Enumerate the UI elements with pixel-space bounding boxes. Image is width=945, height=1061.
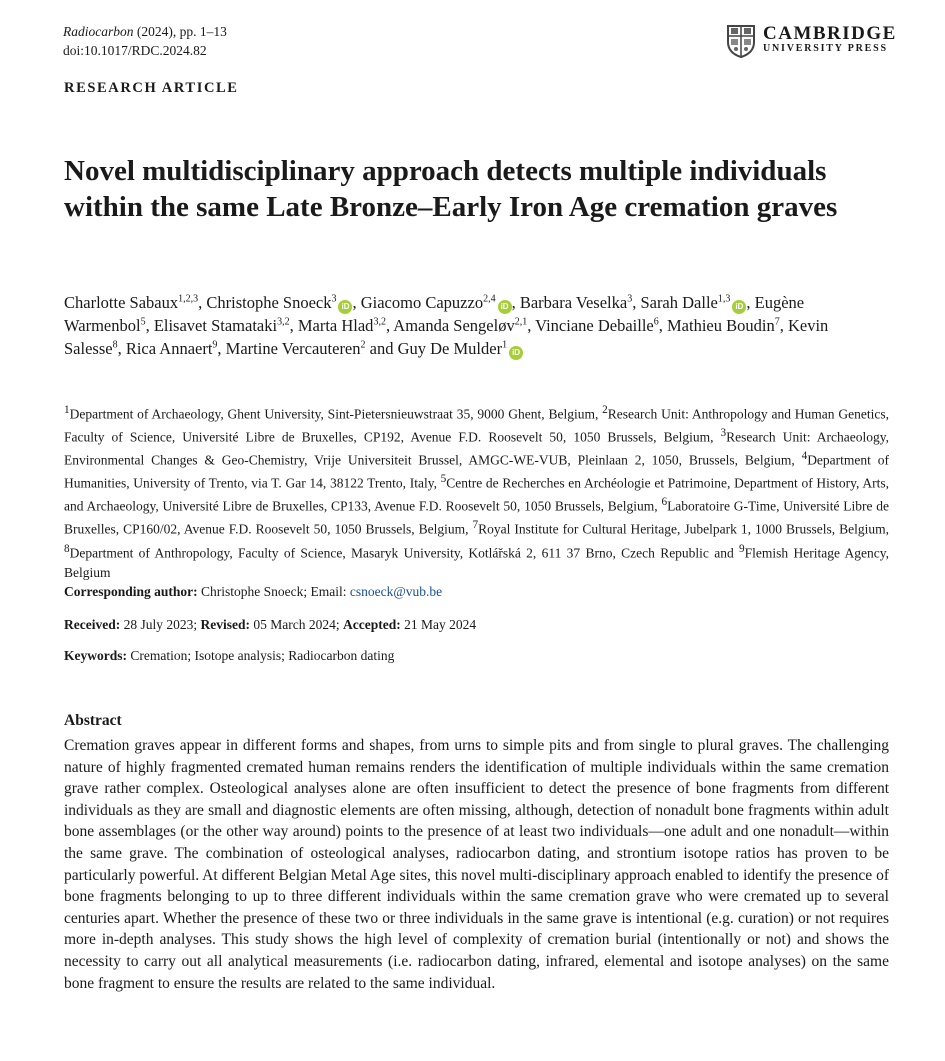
abstract-text: Cremation graves appear in different forms and shapes, from urns to simple pits and from single to plural graves. The challenging nature of highly fragmented cremated human remains renders the identification of multiple individuals within the same cremation grave rather complex. Osteological analyses alone are often insufficient to detect the presence of bone fragments from different individuals as they are small and diagnostic elements are often missing, although, detection of nonadult bone fragments within adult bone assemblages (or the other way around) points to the presence of at least two individuals—one adult and one nonadult—within the same grave. The combination of osteological analyses, radiocarbon dating, and strontium isotope ratios has proven to be particularly powerful. At different Belgian Metal Age sites, this novel multi-disciplinary approach enabled to identify the presence of bone fragments belonging to up to three different individuals within the same cremation grave who were cremated up to several centuries apart. Whether the presence of these two or three individuals in the same grave is intentional (e.g. curation) or not requires more in-depth analyses. This study shows the high level of complexity of cremation burial (intentionally or not) and shows the necessity to carry out all analytical measurements (i.e. radiocarbon dating, infrared, elemental and isotope analyses) on the same bone fragment to ensure the results are related to the same individual. [64, 737, 889, 992]
orcid-icon[interactable]: iD [509, 346, 523, 360]
author-separator: , [289, 316, 298, 335]
author-affiliation-marker: 2 [360, 339, 366, 351]
affiliation-number: 6 [661, 496, 668, 509]
affiliation-number: 8 [64, 542, 70, 555]
revised-date: 05 March 2024; [250, 617, 343, 632]
author [298, 316, 393, 335]
author-separator: , [217, 339, 226, 358]
affiliation-number: 3 [720, 427, 727, 440]
received-date: 28 July 2023; [120, 617, 201, 632]
article-type: RESEARCH ARTICLE [64, 80, 239, 96]
author-affiliation-marker: 1,3 [717, 293, 731, 305]
keywords-label: Keywords: [64, 648, 127, 663]
author-separator: , [117, 339, 126, 358]
author-affiliation-marker: 3,2 [373, 316, 386, 328]
journal-name: Radiocarbon [63, 24, 134, 39]
affiliation-text: Flemish Heritage Agency, Belgium [64, 545, 890, 580]
keywords-text: Cremation; Isotope analysis; Radiocarbon dating [127, 648, 395, 663]
author [154, 316, 298, 335]
author [206, 293, 360, 312]
author-name: Christophe Snoeck [206, 293, 332, 312]
author [361, 293, 520, 312]
doi-prefix: doi: [63, 43, 85, 58]
author-affiliation-marker: 6 [653, 316, 659, 328]
publication-dates [64, 617, 476, 633]
received-label: Received: [64, 617, 121, 632]
author-affiliation-marker: 2,1 [514, 316, 528, 328]
affiliation-text: Department of Archaeology, Ghent University, Sint-Pietersnieuwstraat 35, 9000 Ghent, Belgium, [69, 406, 603, 422]
author-affiliation-marker: 8 [112, 339, 118, 351]
author-name: Kevin Salesse [64, 316, 829, 358]
author [640, 293, 754, 312]
revised-label: Revised: [200, 617, 250, 632]
author-affiliation-marker: 9 [212, 339, 218, 351]
author-separator: , [779, 316, 788, 335]
affiliation-text: Department of Humanities, University of Trento, via T. Gar 14, 38122 Trento, Italy, [64, 452, 889, 491]
author-separator: , [658, 316, 667, 335]
corresponding-text: Christophe Snoeck; Email: [197, 584, 350, 599]
author [393, 316, 535, 335]
author-affiliation-marker: 7 [774, 316, 780, 328]
author [667, 316, 788, 335]
orcid-icon[interactable]: iD [338, 300, 352, 314]
author-affiliation-marker: 1 [502, 339, 508, 351]
accepted-label: Accepted: [342, 617, 401, 632]
author [226, 339, 398, 358]
affiliation-text: Laboratoire G-Time, Université Libre de Bruxelles, CP160/02, Avenue F.D. Roosevelt 50, 1050 Brussels, Belgium, [64, 498, 890, 537]
affiliation-text: Research Unit: Anthropology and Human Genetics, Faculty of Science, Université Libre de Bruxelles, CP192, Avenue F.D. Roosevelt 50, 1050 Brussels, Belgium, [64, 406, 889, 445]
corresponding-label: Corresponding author: [64, 584, 198, 599]
author-affiliation-marker: 3,2 [277, 316, 290, 328]
author-name: Eugène Warmenbol [64, 293, 805, 335]
author-name: Charlotte Sabaux [64, 293, 179, 312]
author-separator: and [365, 339, 398, 358]
author [398, 339, 523, 358]
publisher-subtitle: UNIVERSITY PRESS [763, 43, 888, 54]
author [535, 316, 667, 335]
paper-title: Novel multidisciplinary approach detects multiple individuals within the same Late Bronze–Early Iron Age cremation graves [64, 155, 838, 223]
corresponding-author [64, 584, 442, 600]
email-link[interactable]: csnoeck@vub.be [349, 584, 443, 599]
author-name: Amanda Sengeløv [393, 316, 515, 335]
author-affiliation-marker: 5 [140, 316, 146, 328]
author-name: Vinciane Debaille [535, 316, 654, 335]
author-separator: , [527, 316, 536, 335]
author-separator: , [198, 293, 207, 312]
affiliation-number: 4 [801, 450, 808, 463]
cambridge-crest-icon [726, 24, 756, 58]
author-name: Sarah Dalle [640, 293, 718, 312]
accepted-date: 21 May 2024 [400, 617, 477, 632]
author-separator: , [352, 293, 361, 312]
publisher-name: CAMBRIDGE [763, 23, 897, 44]
doi-link[interactable]: 10.1017/RDC.2024.82 [84, 43, 207, 58]
author-separator: , [385, 316, 394, 335]
journal-citation [63, 22, 227, 60]
author-affiliation-marker: 3 [627, 293, 633, 305]
author-affiliation-marker: 2,4 [483, 293, 496, 305]
keywords [64, 648, 394, 664]
author-name: Mathieu Boudin [667, 316, 775, 335]
affiliation-number: 5 [440, 473, 447, 486]
author-name: Guy De Mulder [397, 339, 503, 358]
author-name: Giacomo Capuzzo [360, 293, 484, 312]
author-name: Elisavet Stamataki [153, 316, 278, 335]
affiliation-number: 7 [472, 519, 479, 532]
author-separator: , [511, 293, 520, 312]
affiliations [64, 401, 889, 582]
author [64, 293, 206, 312]
affiliation-text: Research Unit: Archaeology, Environmental Changes & Geo-Chemistry, Vrije Universiteit Brussel, AMGC-WE-VUB, Pleinlaan 2, 1050, Brussels, Belgium, [64, 429, 889, 468]
author-separator: , [632, 293, 641, 312]
author-separator: , [145, 316, 154, 335]
affiliation-number: 9 [739, 542, 745, 555]
orcid-icon[interactable]: iD [498, 300, 512, 314]
author-name: Martine Vercauteren [225, 339, 361, 358]
affiliation-number: 2 [602, 404, 608, 416]
author [520, 293, 641, 312]
author [126, 339, 226, 358]
author-separator: , [746, 293, 755, 312]
author-name: Marta Hlad [297, 316, 374, 335]
affiliation-text: Centre de Recherches en Archéologie et Patrimoine, Department of History, Arts, and Archaeology, Université Libre de Bruxelles, CP133, Avenue F.D. Roosevelt 50, 1050 Brussels, Belgium, [64, 475, 889, 514]
orcid-icon[interactable]: iD [732, 300, 746, 314]
abstract-heading: Abstract [64, 712, 122, 729]
affiliation-text: Department of Anthropology, Faculty of Science, Masaryk University, Kotlářská 2, 611 37 Brno, Czech Republic and [69, 545, 740, 561]
author-affiliation-marker: 3 [331, 293, 337, 305]
publisher-logo[interactable] [726, 24, 897, 58]
author-name: Barbara Veselka [519, 293, 628, 312]
affiliation-text: Royal Institute for Cultural Heritage, Jubelpark 1, 1000 Brussels, Belgium, [478, 521, 889, 537]
author-name: Rica Annaert [125, 339, 213, 358]
author-list [64, 291, 884, 360]
author-affiliation-marker: 1,2,3 [178, 293, 199, 305]
affiliation-number: 1 [64, 404, 70, 416]
journal-details: (2024), pp. 1–13 [133, 24, 227, 39]
